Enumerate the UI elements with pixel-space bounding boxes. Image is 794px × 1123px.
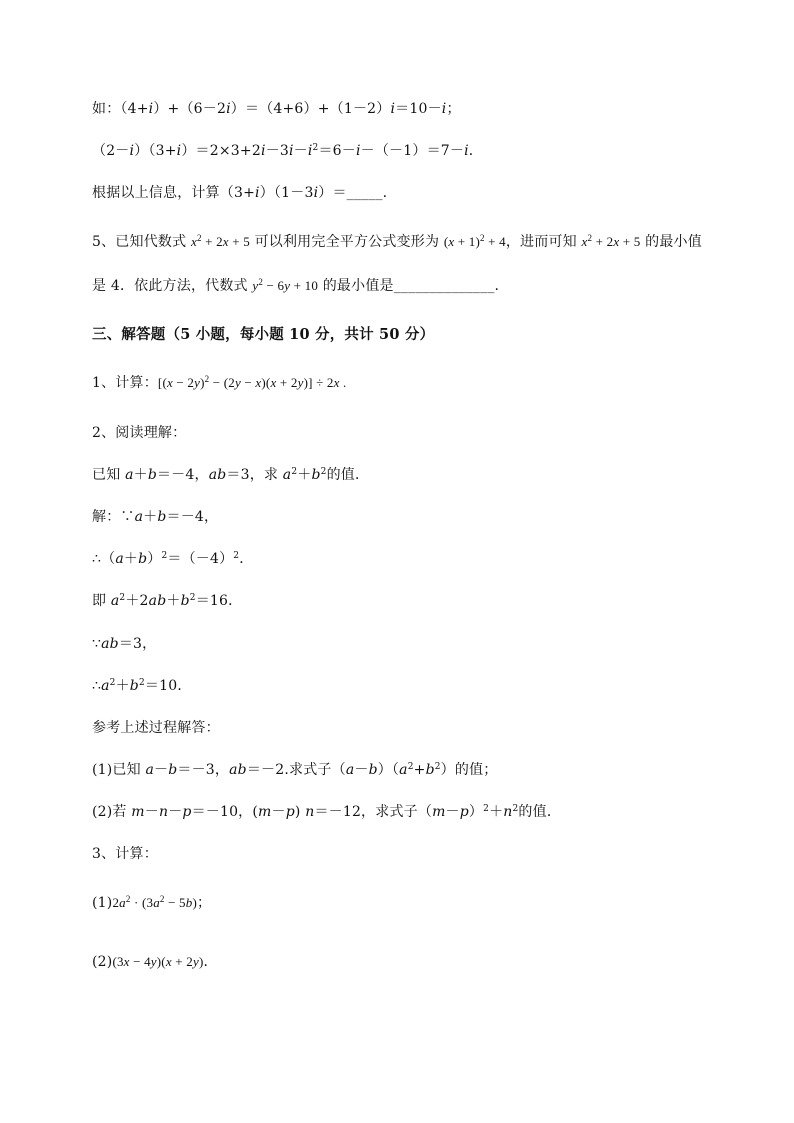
text: ） bbox=[147, 551, 162, 567]
expression: $(x + 1)^2 + 4$ bbox=[443, 233, 506, 249]
text: 是 4．依此方法，代数式 bbox=[92, 278, 253, 294]
compute-question: 根据以上信息，计算（3+i）（1－3i）＝_____. bbox=[92, 185, 388, 201]
text: ＝6－ bbox=[318, 143, 356, 159]
text: 如：（4+ bbox=[92, 101, 149, 117]
text: ）的值； bbox=[440, 762, 498, 778]
text: (2) bbox=[92, 954, 113, 970]
text: 的值． bbox=[518, 804, 562, 820]
expression: $x^2 + 2x + 5$ bbox=[190, 233, 250, 249]
text: ）＝（4+6）+（1－2） bbox=[230, 101, 391, 117]
text: ． bbox=[203, 954, 218, 970]
question-3-part-1 bbox=[92, 893, 211, 913]
text: 已知 bbox=[92, 467, 126, 483]
expression: (3x − 4y)(x + 2y) bbox=[112, 954, 204, 969]
text: (2)若 bbox=[92, 804, 132, 820]
expression: $2a^2 \cdot (3a^2 - 5b)$ bbox=[112, 894, 197, 910]
text: ； bbox=[446, 101, 461, 117]
text: 可以利用完全平方公式变形为 bbox=[249, 234, 444, 250]
text: . bbox=[382, 185, 388, 201]
solution-step-2: $\therefore(a+b)^2=(-4)^2$． bbox=[92, 551, 254, 567]
text: （2－ bbox=[92, 143, 130, 159]
text: ＝16． bbox=[195, 593, 243, 609]
text: ）（1－3 bbox=[259, 185, 314, 201]
text: ． bbox=[468, 143, 483, 159]
text: ）（3+ bbox=[134, 143, 177, 159]
text: ； bbox=[197, 895, 212, 911]
text: ∵ bbox=[92, 636, 102, 652]
section-heading: 三、解答题（5 小题，每小题 10 分，共计 50 分） bbox=[92, 326, 435, 343]
text: 的值． bbox=[326, 467, 370, 483]
instruction: 参考上述过程解答： bbox=[92, 720, 220, 736]
text: ＝10－ bbox=[395, 101, 442, 117]
text: ，进而可知 bbox=[505, 234, 582, 250]
text: － bbox=[293, 143, 308, 159]
expression: $y^2 - 6y + 10$ bbox=[252, 277, 319, 293]
complex-add-example: 如：（4+i）+（6－2i）＝（4+6）+（1－2）i＝10－i； bbox=[92, 101, 461, 117]
text: 的最小值是 bbox=[318, 278, 394, 294]
text: ＝－12，求式子（ bbox=[314, 804, 433, 820]
text: 根据以上信息，计算（3+ bbox=[92, 185, 256, 201]
text: ∴ bbox=[92, 678, 102, 694]
question-3-title: 3、计算： bbox=[92, 846, 158, 862]
answer-blank: ______________ bbox=[393, 278, 495, 294]
question-3-part-2 bbox=[92, 952, 218, 972]
question-2-part-2: (2)若 m－n－p＝－10，(m－p) n＝－12，求式子$(m-p)^2+n^2$的值． bbox=[92, 804, 562, 820]
question-2-given: 已知 a＋b＝－4，ab＝3，求 $a^2+b^2$的值． bbox=[92, 467, 370, 483]
text: ＝10． bbox=[144, 678, 192, 694]
text: ＝－2.求式子（ bbox=[246, 762, 346, 778]
text: ） bbox=[468, 804, 484, 820]
solution-step-4: ∵ab＝3， bbox=[92, 636, 157, 652]
text: ＝－10，( bbox=[191, 804, 259, 820]
text: 的最小值 bbox=[640, 234, 702, 250]
text: . bbox=[494, 278, 500, 294]
text: ＝－4， bbox=[166, 509, 219, 525]
text: ）＝2×3+2 bbox=[181, 143, 261, 159]
text: 解：∵ bbox=[92, 509, 135, 525]
text: 5、已知代数式 bbox=[92, 234, 191, 250]
question-1 bbox=[92, 373, 346, 393]
text: ＝3，求 bbox=[226, 467, 283, 483]
text: －3 bbox=[265, 143, 289, 159]
text: ）＝ bbox=[318, 185, 347, 201]
text: 即 bbox=[92, 593, 111, 609]
text: (1) bbox=[92, 895, 113, 911]
text: ∴（ bbox=[92, 551, 116, 567]
question-2-part-1: (1)已知 a－b＝－3，ab＝－2.求式子$(a-b)(a^2+b^2)$的值； bbox=[92, 762, 498, 778]
solution-step-5: $\therefore a^2+b^2=10$． bbox=[92, 678, 192, 694]
complex-multiply-example: $(2-i)(3+i)=2\times 3+2i-3i-i^2=6-i-(-1)=7-i$． bbox=[92, 143, 483, 159]
solution-step-3: 即 $a^2+2ab+b^2=16$． bbox=[92, 593, 243, 609]
text: ＝（－4） bbox=[167, 551, 234, 567]
text: ＝－3， bbox=[177, 762, 230, 778]
expression: $x^2 + 2x + 5$ bbox=[581, 233, 641, 249]
question-5-line-1 bbox=[92, 232, 702, 252]
expression: $[(x - 2y)^2 - (2y - x)(x + 2y)] \div 2x$ . bbox=[157, 374, 347, 390]
text: 1、计算： bbox=[92, 375, 158, 391]
solution-step-1: 解：∵a＋b＝－4， bbox=[92, 509, 219, 525]
question-2-title: 2、阅读理解： bbox=[92, 425, 187, 441]
text: (1)已知 bbox=[92, 762, 146, 778]
question-5-line-2 bbox=[92, 276, 499, 296]
text: ． bbox=[239, 551, 254, 567]
text: ＝3， bbox=[118, 636, 157, 652]
text: ) bbox=[294, 804, 306, 820]
text: ）+（6－2 bbox=[153, 101, 227, 117]
text: ＝－4， bbox=[156, 467, 209, 483]
text: －（－1）＝7－ bbox=[360, 143, 465, 159]
text: ）（ bbox=[377, 762, 400, 778]
answer-blank: _____ bbox=[346, 185, 383, 201]
